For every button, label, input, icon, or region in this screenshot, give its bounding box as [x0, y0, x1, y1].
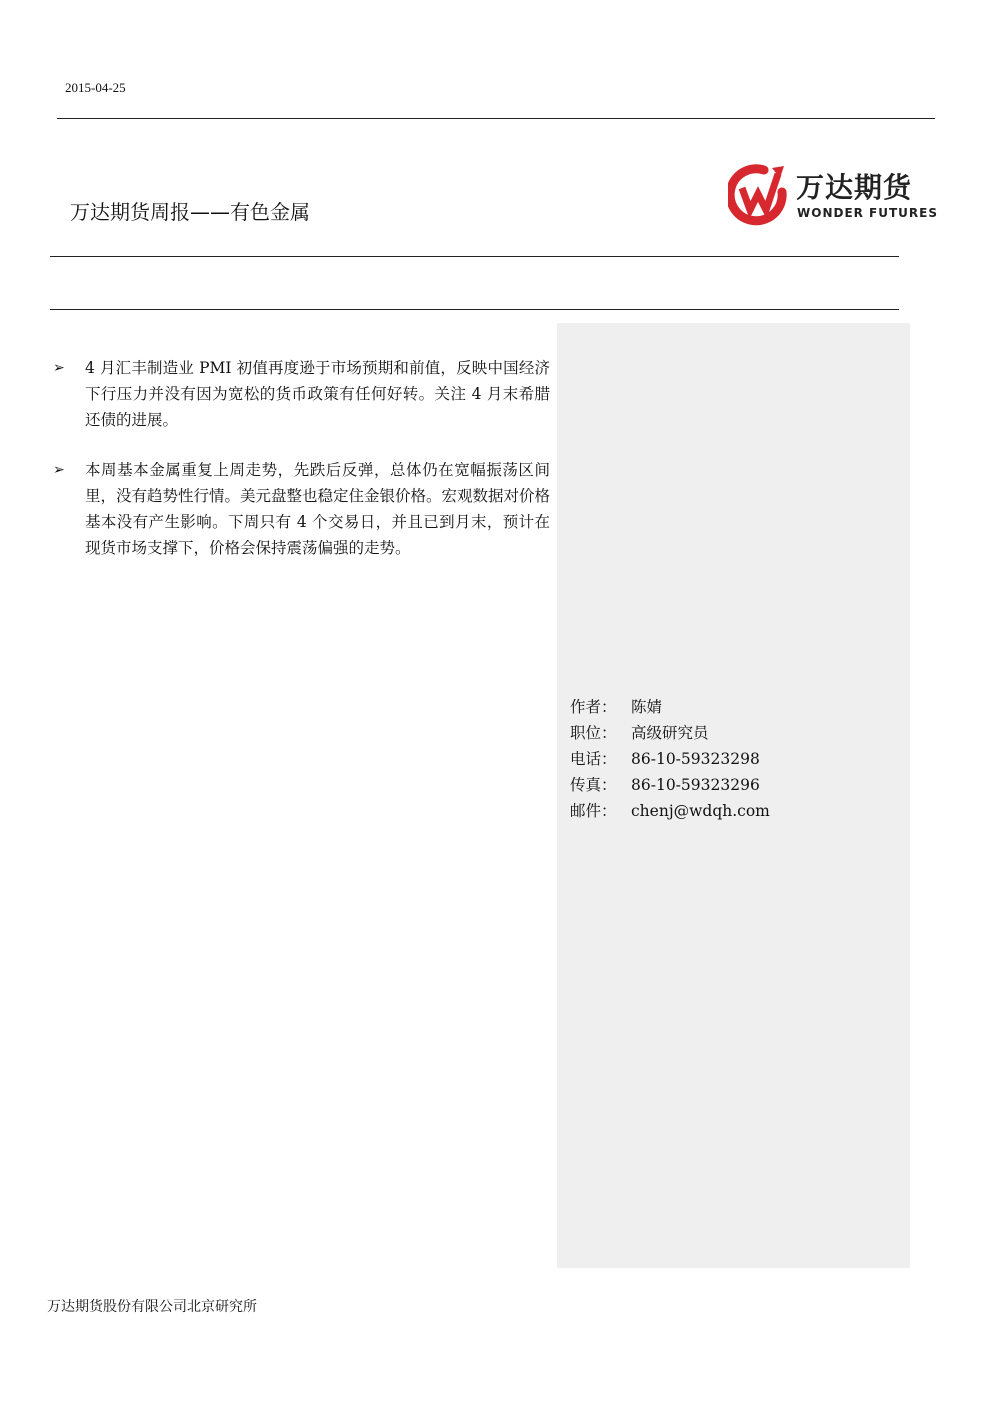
bullet-item [50, 457, 550, 561]
contact-label: 作者： [570, 698, 617, 716]
logo-name-en: WONDER FUTURES [797, 206, 939, 220]
contact-value: 高级研究员 [631, 724, 709, 742]
company-logo [728, 160, 938, 230]
contact-row-author [570, 694, 770, 720]
contact-label: 电话： [570, 750, 617, 768]
summary-bullets [50, 355, 550, 585]
contact-row-fax [570, 772, 770, 798]
author-contact [570, 694, 770, 824]
arrow-bullet-icon: ➢ [53, 462, 65, 478]
bullet-text: 本周基本金属重复上周走势，先跌后反弹，总体仍在宽幅振荡区间里，没有趋势性行情。美元盘整也稳定住金银价格。宏观数据对价格基本没有产生影响。下周只有 4 个交易日，并且已到月末，预计在现货市场支撑下，价格会保持震荡偏强的走势。 [85, 461, 551, 557]
title-divider-top [50, 256, 899, 257]
contact-label: 职位： [570, 724, 617, 742]
report-title: 万达期货周报——有色金属 [70, 200, 310, 224]
bullet-item [50, 355, 550, 433]
contact-label: 传真： [570, 776, 617, 794]
footer-institute: 万达期货股份有限公司北京研究所 [47, 1299, 257, 1315]
report-date: 2015-04-25 [65, 80, 126, 95]
contact-value: 86-10-59323298 [631, 750, 760, 768]
contact-label: 邮件： [570, 802, 617, 820]
logo-name-cn: 万达期货 [796, 171, 913, 204]
arrow-bullet-icon: ➢ [53, 360, 65, 376]
contact-email-link[interactable]: chenj@wdqh.com [631, 802, 770, 820]
contact-row-position [570, 720, 770, 746]
title-divider-bottom [50, 309, 899, 310]
wonder-futures-logo-icon [728, 162, 788, 228]
contact-row-email [570, 798, 770, 824]
contact-value: 86-10-59323296 [631, 776, 760, 794]
contact-value: 陈婧 [631, 698, 663, 716]
header-divider [57, 118, 935, 119]
bullet-text: 4 月汇丰制造业 PMI 初值再度逊于市场预期和前值，反映中国经济下行压力并没有因为宽松的货币政策有任何好转。关注 4 月末希腊还债的进展。 [85, 359, 550, 429]
contact-row-phone [570, 746, 770, 772]
